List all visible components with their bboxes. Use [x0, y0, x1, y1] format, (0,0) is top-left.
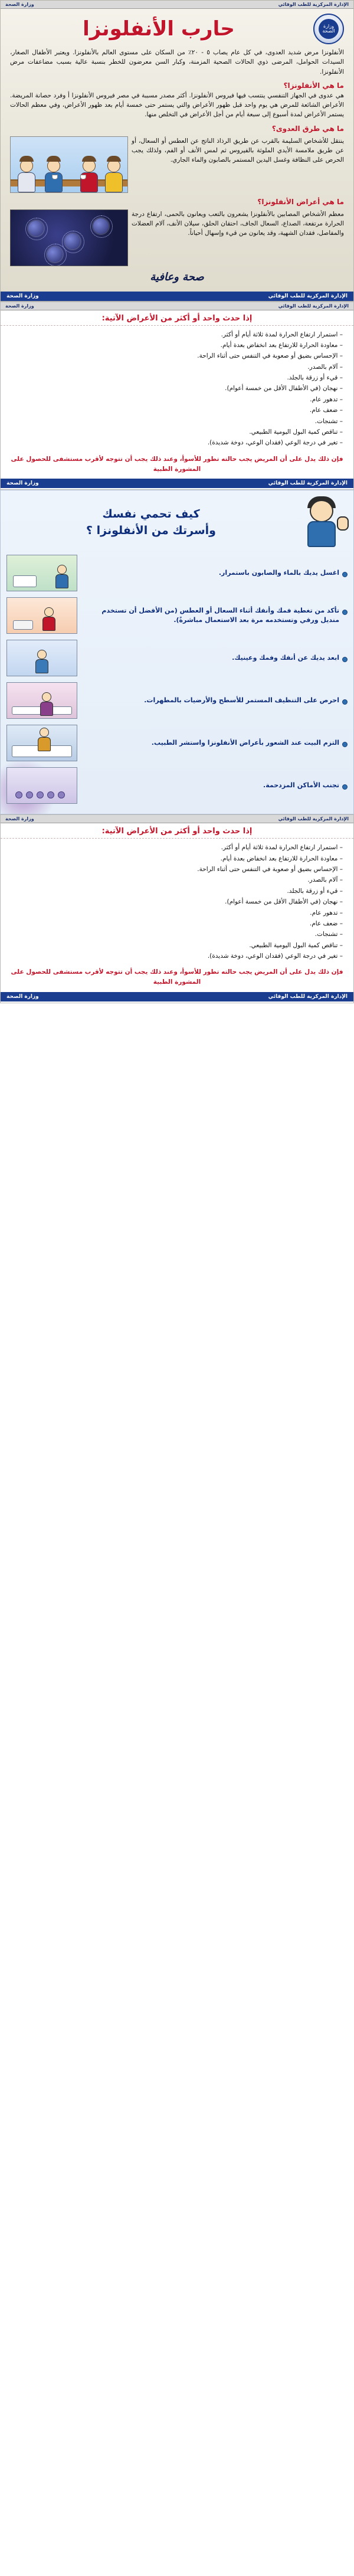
- figure-body-shape: [35, 659, 48, 673]
- poster-body: [6, 48, 348, 292]
- figure-head-shape: [37, 650, 47, 659]
- poster-title-row: [6, 11, 348, 48]
- list-item: – الإحساس بضيق أو صعوبة في التنفس حتى أثناء الراحة.: [6, 864, 345, 875]
- list-item: [6, 764, 348, 807]
- step-label: ابعد يديك عن أنفك وفمك وعينيك.: [82, 653, 348, 663]
- list-item: – تشنجات.: [6, 929, 345, 940]
- protection-header: [1, 490, 353, 551]
- page-title: حارب الأنفلونزا: [83, 17, 235, 41]
- poster-bottom-bar: [1, 292, 353, 301]
- virus-icon: [28, 221, 44, 236]
- question-transmission: ما هي طرق العدوى؟: [271, 124, 344, 133]
- warning-symptom-list: [1, 326, 353, 452]
- figure-body-shape: [40, 702, 53, 716]
- list-item: – تدهور عام.: [6, 908, 345, 918]
- figure-shape: [40, 692, 53, 716]
- list-item: – تشنجات.: [6, 416, 345, 427]
- list-item: – ضعف عام.: [6, 405, 345, 415]
- virus-illustration: [10, 210, 128, 266]
- bottom-bar-left-label: وزارة الصحة: [6, 480, 39, 487]
- list-item: – ضعف عام.: [6, 918, 345, 929]
- warning-bottom-bar: [1, 479, 353, 488]
- figure-child-right: [105, 156, 123, 192]
- virus-icon: [93, 218, 109, 234]
- answer-what-is-flu: هي عدوى في الجهاز التنفسي ينتسب فيها فيروس الأنفلونزا. أكثر مصدر مسببة في مصر فيروس الأنفلونزا أ وفرد حصانة المريضة. الأعراض الشائعة للمرض هي يوم واحد قبل ظهور الأعراض والتي يستمر حتى خمسة أيام بعد ظهور الأعراض، وفي معظم الحالات يستمر الأعراض لمدة أسبوع إلى سبعة أيام من أجل الأعراض في التخلص منها.: [10, 91, 344, 119]
- intro-paragraph: الأنفلونزا مرض شديد العدوى، في كل عام يصاب ٥ - ٢٠٪ من السكان على مستوى العالم بالأنفلونزا. ويعتبر الأطفال الصغار، السيدات الحوامل، المرضى ذوي الحالات الصحية المزمنة، وكبار السن معرضون للخطر بنسبة عالية بسبب مضاعفات مرض الأنفلونزا.: [10, 49, 345, 76]
- figure-shape: [35, 650, 48, 673]
- warning-top-bar: [1, 815, 353, 823]
- figure-adult-left: [45, 156, 63, 192]
- poster-signature: صحة وعافية: [150, 270, 204, 283]
- list-item: [6, 722, 348, 764]
- poster-top-bar: [1, 1, 353, 9]
- figure-hair-shape: [107, 156, 121, 162]
- list-item: – تناقص كمية البول اليومية الطبيعي.: [6, 940, 345, 951]
- step-label: التزم البيت عند الشعور بأعراض الأنفلونزا واستشر الطبيب.: [82, 738, 348, 748]
- crowd-person-shape: [37, 791, 44, 798]
- answer-transmission: ينتقل للأشخاص السليمة بالقرب عن طريق الرذاذ الناتج عن العطس أو السعال، أو عن طريق ملامسة الأيدي الملوثة بالفيروس ثم لمس الأنف أو الفم، ولذلك يجب الحرص على النظافة وغسل اليدين المستمر بالصابون والماء الجاري.: [132, 137, 344, 164]
- figure-child-left: [18, 156, 35, 192]
- list-item: – تغير في درجة الوعي (فقدان الوعي، دوخة شديدة).: [6, 951, 345, 961]
- cup-shape: [80, 175, 86, 179]
- list-item: – الإحساس بضيق أو صعوبة في التنفس حتى أثناء الراحة.: [6, 351, 345, 361]
- step-illustration-cover-cough: [6, 597, 77, 634]
- family-table-illustration: [10, 136, 128, 193]
- warning-note: فإن ذلك يدل على أن المريض يجب حالته تطور للأسوأ، وعند ذلك يجب أن تتوجه لأقرب مستشفى للحصول على المشورة الطبية: [11, 968, 343, 986]
- warning-note: فإن ذلك يدل على أن المريض يجب حالته تطور للأسوأ، وعند ذلك يجب أن تتوجه لأقرب مستشفى للحصول على المشورة الطبية: [11, 455, 343, 473]
- flu-awareness-poster-page: [0, 0, 354, 1003]
- step-illustration-handwashing: [6, 555, 77, 591]
- warning-section-bottom: [0, 814, 354, 1003]
- warning-section-top: [0, 302, 354, 490]
- protection-title-line2: وأسرتك من الأنفلونزا ؟: [86, 524, 216, 538]
- seal-core-label: وزارة الصحة: [319, 19, 339, 39]
- bottom-bar-right-label: الإدارة المركزية للطب الوقائي: [268, 293, 348, 299]
- list-item: – آلام بالصدر.: [6, 875, 345, 885]
- figure-head-shape: [57, 565, 67, 574]
- top-bar-left-label: وزارة الصحة: [5, 2, 34, 7]
- figure-head-shape: [40, 728, 49, 737]
- cup-shape: [52, 175, 58, 179]
- figure-hair-shape: [47, 156, 61, 162]
- step-illustration-avoid-crowds: [6, 767, 77, 804]
- figure-shape: [42, 607, 55, 631]
- step-label: اغسل يديك بالماء والصابون باستمرار.: [82, 568, 348, 578]
- list-item: – نهجان (في الأطفال الأقل من خمسة أعوام).: [6, 383, 345, 394]
- crowd-person-shape: [15, 791, 22, 798]
- crowd-person-shape: [26, 791, 33, 798]
- figure-body-shape: [55, 574, 68, 588]
- warning-top-bar: [1, 302, 353, 310]
- figure-shape: [55, 565, 68, 588]
- bottom-bar-left-label: وزارة الصحة: [6, 293, 39, 299]
- list-item: [6, 679, 348, 722]
- list-item: – تناقص كمية البول اليومية الطبيعي.: [6, 427, 345, 437]
- top-bar-right-label: الإدارة المركزية للطب الوقائي: [278, 2, 349, 7]
- top-bar-right-label: الإدارة المركزية للطب الوقائي: [278, 816, 349, 822]
- step-label: تأكد من تغطية فمك وأنفك أثناء السعال أو العطس (من الأفضل أن تستخدم منديل ورقي وتستخدمه مرة بعد الاستعمال مباشرةً).: [82, 606, 348, 626]
- warning-title: إذا حدث واحد أو أكثر من الأعراض الآتية:: [1, 310, 353, 326]
- top-bar-left-label: وزارة الصحة: [5, 303, 34, 309]
- boy-head-shape: [310, 500, 333, 522]
- figure-hair-shape: [82, 156, 96, 162]
- figure-adult-right: [80, 156, 98, 192]
- main-poster-section: [0, 0, 354, 302]
- step-illustration-avoid-face-touch: [6, 640, 77, 676]
- list-item: – تدهور عام.: [6, 394, 345, 405]
- symptoms-illustration-row: [6, 207, 348, 270]
- protection-title-line1: كيف تحمي نفسك: [102, 507, 200, 521]
- virus-icon: [65, 234, 80, 249]
- list-item: – معاودة الحرارة للارتفاع بعد انخفاض بعدة أيام.: [6, 340, 345, 351]
- list-item: – نهجان (في الأطفال الأقل من خمسة أعوام).: [6, 896, 345, 907]
- figure-body-shape: [105, 172, 123, 192]
- step-label: تجنب الأماكن المزدحمة.: [82, 781, 348, 791]
- warning-bottom-bar: [1, 992, 353, 1001]
- bottom-bar-right-label: الإدارة المركزية للطب الوقائي: [268, 994, 348, 1000]
- protection-steps-list: [1, 551, 353, 814]
- ministry-seal-icon: [313, 14, 344, 44]
- sink-shape: [13, 575, 37, 587]
- boy-body-shape: [307, 521, 336, 547]
- poster-content: [1, 9, 353, 292]
- protection-title: [8, 506, 294, 539]
- question-symptoms: ما هي أعراض الأنفلونزا؟: [257, 197, 344, 206]
- question-what-is-flu: ما هي الأنفلونزا؟: [283, 81, 344, 90]
- list-item: – تغير في درجة الوعي (فقدان الوعي، دوخة شديدة).: [6, 437, 345, 448]
- virus-icon: [47, 247, 63, 262]
- bottom-bar-right-label: الإدارة المركزية للطب الوقائي: [268, 480, 348, 487]
- figure-head-shape: [44, 607, 54, 617]
- figure-body-shape: [18, 172, 35, 192]
- crowd-person-shape: [58, 791, 65, 798]
- step-label: احرص على التنظيف المستمر للأسطح والأرضيات بالمطهرات.: [82, 696, 348, 706]
- figure-hair-shape: [19, 156, 34, 162]
- list-item: – استمرار ارتفاع الحرارة لمدة ثلاثة أيام أو أكثر.: [6, 329, 345, 340]
- figure-body-shape: [42, 617, 55, 631]
- list-item: [6, 552, 348, 594]
- protection-section: [0, 490, 354, 814]
- warning-title: إذا حدث واحد أو أكثر من الأعراض الآتية:: [1, 823, 353, 839]
- figure-head-shape: [42, 692, 51, 702]
- transmission-illustration-row: [6, 134, 348, 197]
- step-illustration-stay-home: [6, 725, 77, 761]
- figure-body-shape: [38, 737, 51, 751]
- list-item: – استمرار ارتفاع الحرارة لمدة ثلاثة أيام أو أكثر.: [6, 842, 345, 853]
- step-illustration-clean-surfaces: [6, 682, 77, 719]
- list-item: [6, 637, 348, 679]
- warning-symptom-list: [1, 839, 353, 965]
- list-item: – آلام بالصدر.: [6, 362, 345, 372]
- list-item: – قيء أو زرقة بالجلد.: [6, 372, 345, 383]
- top-bar-left-label: وزارة الصحة: [5, 816, 34, 822]
- bottom-bar-left-label: وزارة الصحة: [6, 994, 39, 1000]
- list-item: – قيء أو زرقة بالجلد.: [6, 886, 345, 896]
- list-item: [6, 594, 348, 637]
- top-bar-right-label: الإدارة المركزية للطب الوقائي: [278, 303, 349, 309]
- tissue-box-shape: [13, 620, 33, 630]
- list-item: – معاودة الحرارة للارتفاع بعد انخفاض بعدة أيام.: [6, 853, 345, 864]
- answer-symptoms: معظم الأشخاص المصابين بالأنفلونزا يشعرون بالتعب ويعانون بالحمى، ارتفاع درجة الحرارة مرتفعة، الصداع، السعال الجاف، احتقان الحلق، سيلان الأنف، آلام العضلات والمفاصل، فقدان الشهية، وقد يعانون من قيء وإسهال أحياناً.: [132, 210, 344, 237]
- crowd-person-shape: [47, 791, 54, 798]
- boy-illustration: [299, 496, 346, 548]
- figure-shape: [38, 728, 51, 751]
- boy-hand-shape: [337, 516, 349, 531]
